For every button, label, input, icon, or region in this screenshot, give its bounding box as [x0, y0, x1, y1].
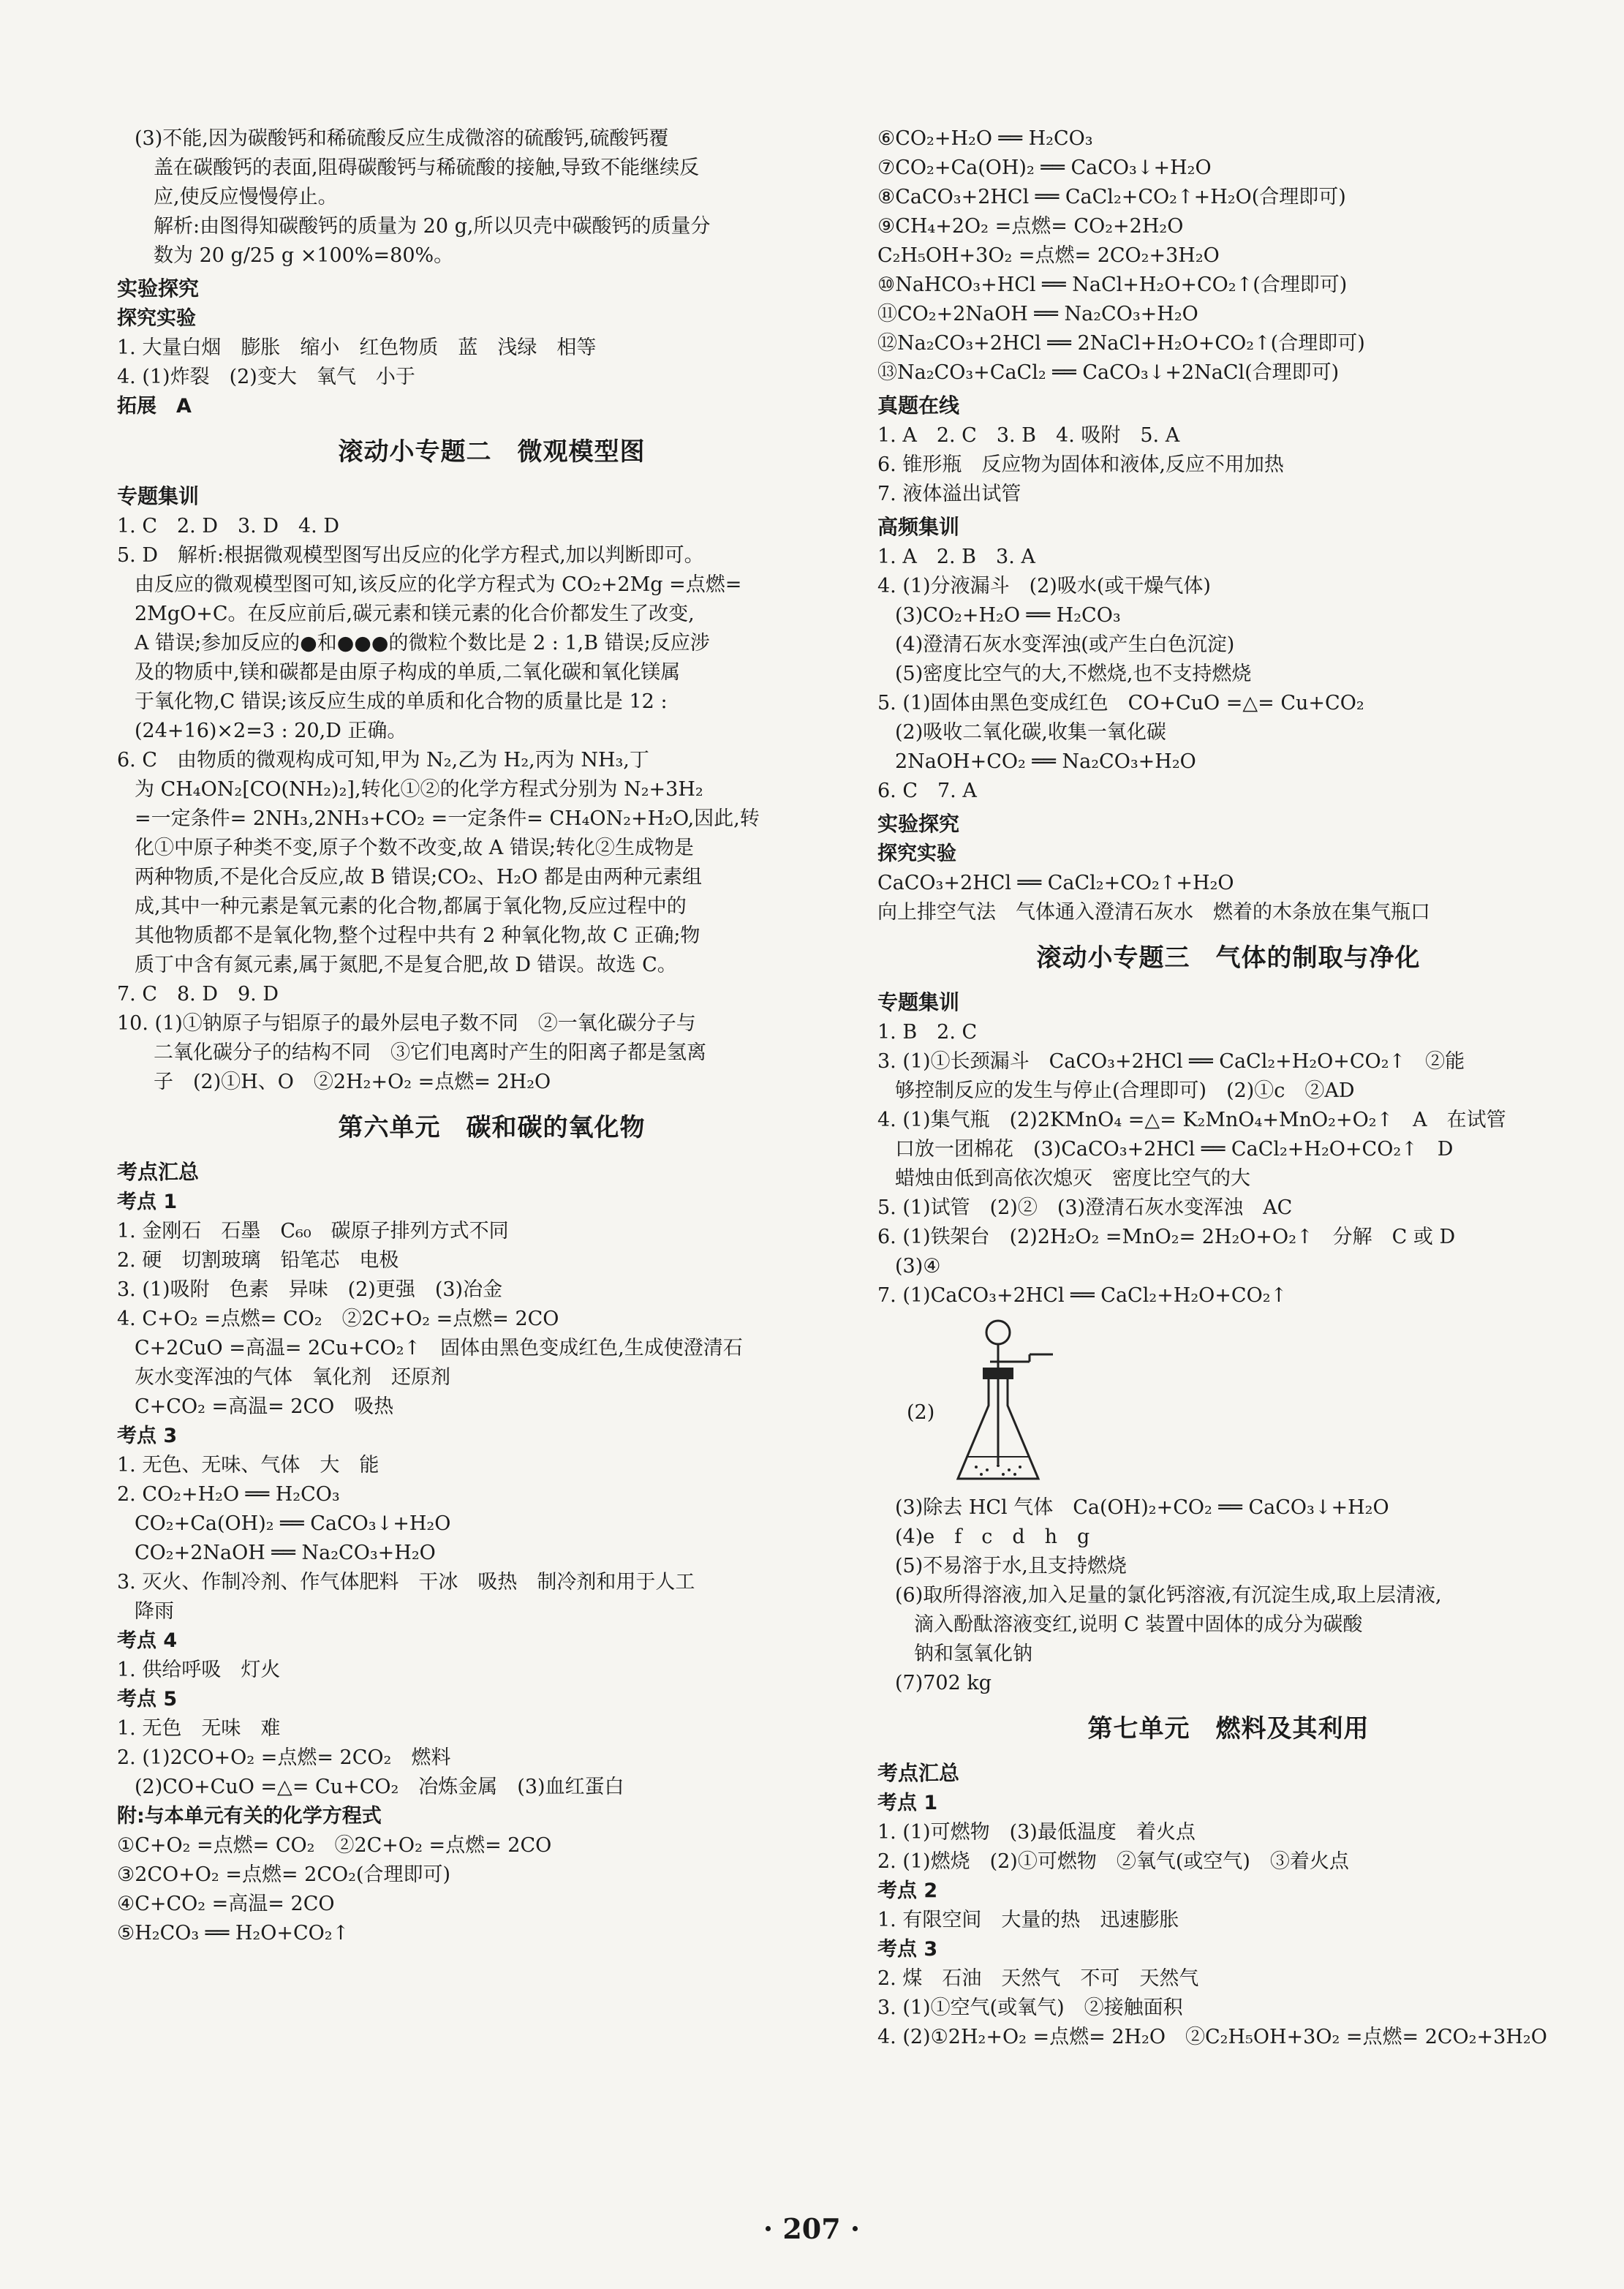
subsection-heading: 探究实验: [877, 842, 956, 865]
subsection-heading: 考点 5: [117, 1688, 178, 1711]
answer-line: 5. (1)试管 (2)② (3)澄清石灰水变浑浊 AC: [877, 1196, 1293, 1219]
left-column: [117, 124, 866, 1948]
subsection-heading: 考点 3: [117, 1425, 178, 1447]
answer-line: CO₂+2NaOH ══ Na₂CO₃+H₂O: [135, 1542, 436, 1564]
answer-line: 二氧化碳分子的结构不同 ③它们电离时产生的阳离子都是氢离: [154, 1041, 706, 1064]
answer-line: ⑥CO₂+H₂O ══ H₂CO₃: [877, 127, 1093, 150]
answer-line: 1. A 2. B 3. A: [877, 546, 1035, 568]
answer-line: (3)④: [895, 1255, 941, 1278]
page-number: · 207 ·: [763, 2212, 861, 2245]
section-title: 滚动小专题三 气体的制取与净化: [1036, 943, 1421, 973]
subsection-heading: 考点 4: [117, 1629, 178, 1652]
answer-line: 盖在碳酸钙的表面,阻碍碳酸钙与稀硫酸的接触,导致不能继续反: [154, 157, 700, 179]
answer-line: (5)不易溶于水,且支持燃烧: [895, 1555, 1127, 1577]
answer-line: (6)取所得溶液,加入足量的氯化钙溶液,有沉淀生成,取上层清液,: [895, 1584, 1442, 1607]
answer-line: C+CO₂ =高温= 2CO 吸热: [135, 1395, 394, 1418]
answer-line: ⑧CaCO₃+2HCl ══ CaCl₂+CO₂↑+H₂O(合理即可): [877, 186, 1346, 208]
section-heading: 真题在线: [877, 393, 960, 418]
answer-line: 10. (1)①钠原子与铝原子的最外层电子数不同 ②一氧化碳分子与: [117, 1012, 696, 1035]
section-heading: 高频集训: [877, 515, 960, 539]
answer-line: ⑪CO₂+2NaOH ══ Na₂CO₃+H₂O: [877, 303, 1198, 325]
section-heading: 实验探究: [877, 812, 960, 836]
answer-line: ⑤H₂CO₃ ══ H₂O+CO₂↑: [117, 1922, 350, 1945]
answer-line: 5. D 解析:根据微观模型图写出反应的化学方程式,加以判断即可。: [117, 544, 704, 567]
answer-line: 2. (1)2CO+O₂ =点燃= 2CO₂ 燃料: [117, 1746, 451, 1769]
answer-line: 1. C 2. D 3. D 4. D: [117, 515, 339, 538]
answer-line: 于氧化物,C 错误;该反应生成的单质和化合物的质量比是 12 :: [135, 690, 668, 713]
right-column-top: [877, 124, 1579, 1311]
answer-line: 1. 供给呼吸 灯火: [117, 1659, 281, 1681]
answer-line: =一定条件= 2NH₃,2NH₃+CO₂ =一定条件= CH₄ON₂+H₂O,因此,转: [135, 807, 760, 830]
answer-line: 钠和氢氧化钠: [914, 1643, 1032, 1665]
answer-line: CaCO₃+2HCl ══ CaCl₂+CO₂↑+H₂O: [877, 872, 1234, 894]
answer-line: 6. C 7. A: [877, 780, 977, 802]
answer-line: A 错误;参加反应的●和●●●的微粒个数比是 2 : 1,B 错误;反应涉: [135, 632, 710, 655]
answer-line: ①C+O₂ =点燃= CO₂ ②2C+O₂ =点燃= 2CO: [117, 1834, 552, 1857]
answer-line: 成,其中一种元素是氧元素的化合物,都属于氧化物,反应过程中的: [135, 895, 687, 918]
answer-line: 应,使反应慢慢停止。: [154, 186, 338, 208]
answer-line: 向上排空气法 气体通入澄清石灰水 燃着的木条放在集气瓶口: [877, 901, 1430, 924]
answer-line: 子 (2)①H、O ②2H₂+O₂ =点燃= 2H₂O: [154, 1071, 551, 1093]
answer-line: 3. 灭火、作制冷剂、作气体肥料 干冰 吸热 制冷剂和用于人工: [117, 1571, 695, 1594]
answer-line: (3)不能,因为碳酸钙和稀硫酸反应生成微溶的硫酸钙,硫酸钙覆: [135, 127, 669, 150]
answer-line: 口放一团棉花 (3)CaCO₃+2HCl ══ CaCl₂+H₂O+CO₂↑ D: [895, 1138, 1454, 1161]
answer-line: ⑦CO₂+Ca(OH)₂ ══ CaCO₃↓+H₂O: [877, 157, 1212, 179]
answer-line: (4)e f c d h g: [895, 1526, 1090, 1548]
answer-line: 1. A 2. C 3. B 4. 吸附 5. A: [877, 424, 1180, 447]
subsection-heading: 附:与本单元有关的化学方程式: [117, 1805, 382, 1828]
subsection-heading: 考点 3: [877, 1938, 938, 1961]
section-heading: 专题集训: [877, 990, 960, 1014]
answer-line: 蜡烛由低到高依次熄灭 密度比空气的大: [895, 1167, 1250, 1190]
answer-line: 4. (1)炸裂 (2)变大 氧气 小于: [117, 366, 415, 388]
answer-line: 1. 大量白烟 膨胀 缩小 红色物质 蓝 浅绿 相等: [117, 336, 597, 359]
answer-line: 1. 无色 无味 难: [117, 1717, 281, 1740]
answer-line: C₂H₅OH+3O₂ =点燃= 2CO₂+3H₂O: [877, 244, 1220, 267]
answer-line: 两种物质,不是化合反应,故 B 错误;CO₂、H₂O 都是由两种元素组: [135, 866, 702, 889]
answer-line: 4. (1)分液漏斗 (2)吸水(或干燥气体): [877, 575, 1211, 597]
right-column: [877, 124, 1579, 2052]
answer-line: 5. (1)固体由黑色变成红色 CO+CuO =△= Cu+CO₂: [877, 692, 1364, 714]
answer-line: ⑨CH₄+2O₂ =点燃= CO₂+2H₂O: [877, 215, 1184, 238]
answer-line: 7. (1)CaCO₃+2HCl ══ CaCl₂+H₂O+CO₂↑: [877, 1284, 1288, 1307]
answer-line: 4. C+O₂ =点燃= CO₂ ②2C+O₂ =点燃= 2CO: [117, 1308, 559, 1330]
subsection-heading: 探究实验: [117, 307, 196, 330]
answer-line: (4)澄清石灰水变浑浊(或产生白色沉淀): [895, 633, 1235, 656]
answer-line: 6. 锥形瓶 反应物为固体和液体,反应不用加热: [877, 453, 1284, 476]
answer-line: 7. 液体溢出试管: [877, 483, 1021, 505]
answer-line: ③2CO+O₂ =点燃= 2CO₂(合理即可): [117, 1863, 451, 1886]
answer-line: 4. (1)集气瓶 (2)2KMnO₄ =△= K₂MnO₄+MnO₂+O₂↑ A 在试管: [877, 1109, 1506, 1131]
answer-line: (7)702 kg: [895, 1672, 992, 1694]
answer-line: 2. (1)燃烧 (2)①可燃物 ②氧气(或空气) ③着火点: [877, 1850, 1349, 1873]
answer-line: 3. (1)①空气(或氧气) ②接触面积: [877, 1996, 1183, 2019]
answer-line: 3. (1)吸附 色素 异味 (2)更强 (3)冶金: [117, 1278, 503, 1301]
answer-line: 2. 硬 切割玻璃 铅笔芯 电极: [117, 1249, 399, 1272]
answer-line: (2)CO+CuO =△= Cu+CO₂ 冶炼金属 (3)血红蛋白: [135, 1776, 624, 1798]
section-heading: 实验探究: [117, 276, 200, 301]
answer-line: 解析:由图得知碳酸钙的质量为 20 g,所以贝壳中碳酸钙的质量分: [154, 215, 711, 238]
answer-line: 1. B 2. C: [877, 1021, 978, 1044]
subsection-heading: 考点 1: [877, 1792, 938, 1814]
answer-line: CO₂+Ca(OH)₂ ══ CaCO₃↓+H₂O: [135, 1512, 451, 1535]
answer-line: 4. (2)①2H₂+O₂ =点燃= 2H₂O ②C₂H₅OH+3O₂ =点燃= 2CO₂+3H₂O: [877, 2026, 1547, 2048]
answer-line: ④C+CO₂ =高温= 2CO: [117, 1893, 335, 1915]
answer-line: 滴入酚酞溶液变红,说明 C 装置中固体的成分为碳酸: [914, 1613, 1363, 1636]
answer-line: 2. CO₂+H₂O ══ H₂CO₃: [117, 1483, 340, 1506]
subsection-heading: 拓展 A: [117, 395, 192, 418]
section-title: 第六单元 碳和碳的氧化物: [338, 1113, 646, 1142]
answer-line: (24+16)×2=3 : 20,D 正确。: [135, 720, 407, 742]
answer-line: (3)CO₂+H₂O ══ H₂CO₃: [895, 604, 1121, 627]
answer-line: 由反应的微观模型图可知,该反应的化学方程式为 CO₂+2Mg =点燃=: [135, 573, 742, 596]
answer-line: ⑬Na₂CO₃+CaCl₂ ══ CaCO₃↓+2NaCl(合理即可): [877, 361, 1340, 384]
answer-line: 2NaOH+CO₂ ══ Na₂CO₃+H₂O: [895, 750, 1196, 773]
section-heading: 考点汇总: [877, 1761, 960, 1785]
answer-line: C+2CuO =高温= 2Cu+CO₂↑ 固体由黑色变成红色,生成使澄清石: [135, 1337, 743, 1360]
answer-line: (5)密度比空气的大,不燃烧,也不支持燃烧: [895, 663, 1252, 685]
answer-line: 1. 无色、无味、气体 大 能: [117, 1454, 379, 1477]
section-title: 第七单元 燃料及其利用: [1087, 1714, 1370, 1743]
answer-line: 数为 20 g/25 g ×100%=80%。: [154, 244, 454, 267]
section-heading: 考点汇总: [117, 1160, 200, 1184]
answer-line: 6. (1)铁架台 (2)2H₂O₂ =MnO₂= 2H₂O+O₂↑ 分解 C 或 D: [877, 1226, 1456, 1248]
answer-line: 化①中原子种类不变,原子个数不改变,故 A 错误;转化②生成物是: [135, 837, 694, 859]
answer-line: 为 CH₄ON₂[CO(NH₂)₂],转化①②的化学方程式分别为 N₂+3H₂: [135, 778, 703, 801]
answer-line: 7. C 8. D 9. D: [117, 983, 279, 1006]
section-title: 滚动小专题二 微观模型图: [338, 437, 646, 467]
answer-line: ⑫Na₂CO₃+2HCl ══ 2NaCl+H₂O+CO₂↑(合理即可): [877, 332, 1365, 355]
apparatus-figure: [877, 1311, 1579, 1493]
answer-line: 2. 煤 石油 天然气 不可 天然气: [877, 1967, 1199, 1990]
answer-line: ⑩NaHCO₃+HCl ══ NaCl+H₂O+CO₂↑(合理即可): [877, 274, 1348, 296]
answer-line: 1. (1)可燃物 (3)最低温度 着火点: [877, 1821, 1196, 1844]
answer-line: (3)除去 HCl 气体 Ca(OH)₂+CO₂ ══ CaCO₃↓+H₂O: [895, 1496, 1389, 1519]
answer-line: 2MgO+C。在反应前后,碳元素和镁元素的化合价都发生了改变,: [135, 603, 695, 625]
section-heading: 专题集训: [117, 484, 200, 508]
subsection-heading: 考点 1: [117, 1191, 178, 1213]
answer-line: 够控制反应的发生与停止(合理即可) (2)①c ②AD: [895, 1079, 1355, 1102]
answer-line: (2)吸收二氧化碳,收集一氧化碳: [895, 721, 1166, 744]
subsection-heading: 考点 2: [877, 1879, 938, 1902]
figure-label: (2): [907, 1401, 935, 1424]
flask-icon: [943, 1311, 1133, 1493]
answer-line: 灰水变浑浊的气体 氧化剂 还原剂: [135, 1366, 450, 1389]
answer-line: 1. 金刚石 石墨 C₆₀ 碳原子排列方式不同: [117, 1220, 509, 1242]
answer-line: 及的物质中,镁和碳都是由原子构成的单质,二氧化碳和氧化镁属: [135, 661, 681, 684]
answer-line: 1. 有限空间 大量的热 迅速膨胀: [877, 1909, 1179, 1931]
answer-line: 6. C 由物质的微观构成可知,甲为 N₂,乙为 H₂,丙为 NH₃,丁: [117, 749, 649, 772]
right-column-bottom: [877, 1493, 1579, 2052]
answer-line: 质丁中含有氮元素,属于氮肥,不是复合肥,故 D 错误。故选 C。: [135, 954, 677, 976]
answer-line: 降雨: [135, 1600, 174, 1623]
answer-line: 3. (1)①长颈漏斗 CaCO₃+2HCl ══ CaCl₂+H₂O+CO₂↑ ②能: [877, 1050, 1465, 1073]
answer-line: 其他物质都不是氧化物,整个过程中共有 2 种氧化物,故 C 正确;物: [135, 924, 700, 947]
